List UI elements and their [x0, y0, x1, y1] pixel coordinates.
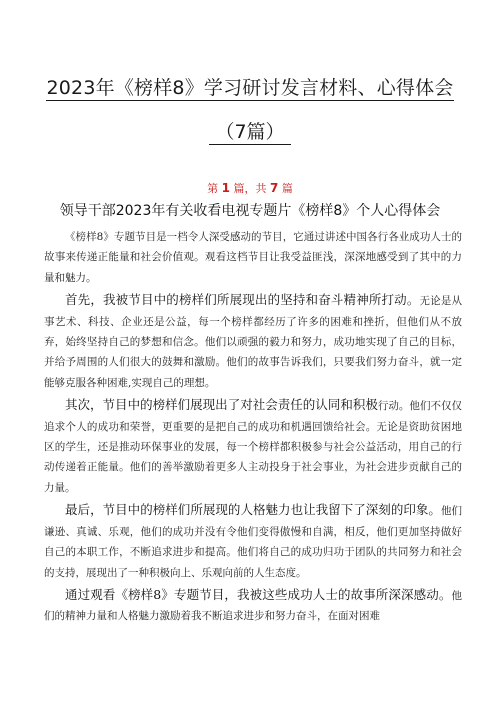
- section-title: 领导干部2023年有关收看电视专题片《榜样8》个人心得体会: [59, 203, 441, 219]
- paragraph-lead: 其次，节目中的榜样们展现出了对社会责任的认同和积极: [65, 397, 378, 413]
- document-title: [0, 74, 500, 102]
- paragraph-text: 行动。他们不仅仅追求个人的成功和荣誉，更重要的是把自己的成功和机遇回馈给社会。无论是资助贫困地区的学生，还是推动环保事业的发展，每一个榜样都积极参与社会公益活动，用自己的行动传递着正能量。他们的善举激励着更多人主动投身于社会事业，为社会进步贡献自己的力量。: [44, 400, 462, 494]
- part-counter-prefix: 第: [207, 182, 219, 195]
- part-counter-suffix: 篇: [281, 182, 293, 195]
- part-counter-total: 7: [270, 181, 279, 195]
- paragraph-lead: 首先，我被节目中的榜样们所展现出的坚持和奋斗精神所打动。: [65, 292, 420, 308]
- paragraph-3: [44, 395, 462, 498]
- document-title-text: 2023年《榜样8》学习研讨发言材料、心得体会: [46, 77, 454, 99]
- paragraph-lead: 通过观看《榜样8》专题节目，我被这些成功人士的故事所深深感动。: [65, 586, 452, 602]
- paragraph-2: [44, 290, 462, 393]
- paragraph-text: 他们的精神力量和人格魅力激励着我不断追求进步和努力奋斗，在面对困难: [44, 589, 462, 623]
- part-counter-middle: 篇，共: [233, 182, 267, 195]
- paragraph-text: 他们谦逊、真诚、乐观，他们的成功并没有令他们变得傲慢和自满，相反，他们更加坚持做好自己的本职工作，不断追求进步和提高。他们将自己的成功归功于团队的共同努力和社会的支持，展现出了一种积极向上、乐观向前的人生态度。: [44, 505, 463, 579]
- document-body: [44, 226, 462, 627]
- document-subtitle-text: （7篇）: [209, 121, 290, 145]
- paragraph-text: 无论是从事艺术、科技、企业还是公益，每一个榜样都经历了许多的困难和挫折，但他们从不放弃，始终坚持自己的梦想和信念。他们以顽强的毅力和努力，成功地实现了自己的目标，并给予周围的人们很大的鼓舞和激励。他们的故事告诉我们，只要我们努力奋斗，就一定能够克服各种困难,实现自己的理想。: [44, 295, 462, 389]
- paragraph-lead: 最后，节目中的榜样们所展现的人格魅力也让我留下了深刻的印象。: [65, 502, 441, 518]
- part-counter: [0, 181, 500, 196]
- paragraph-text: 《榜样8》专题节目是一档令人深受感动的节目，它通过讲述中国各行各业成功人士的故事来传递正能量和社会价值观。观看这档节目让我受益匪浅，深深地感受到了其中的力量和魅力。: [44, 231, 462, 284]
- paragraph-1: [44, 226, 462, 288]
- paragraph-4: [44, 500, 462, 583]
- document-subtitle: [0, 118, 500, 146]
- part-counter-current: 1: [221, 181, 230, 195]
- paragraph-5: [44, 585, 462, 627]
